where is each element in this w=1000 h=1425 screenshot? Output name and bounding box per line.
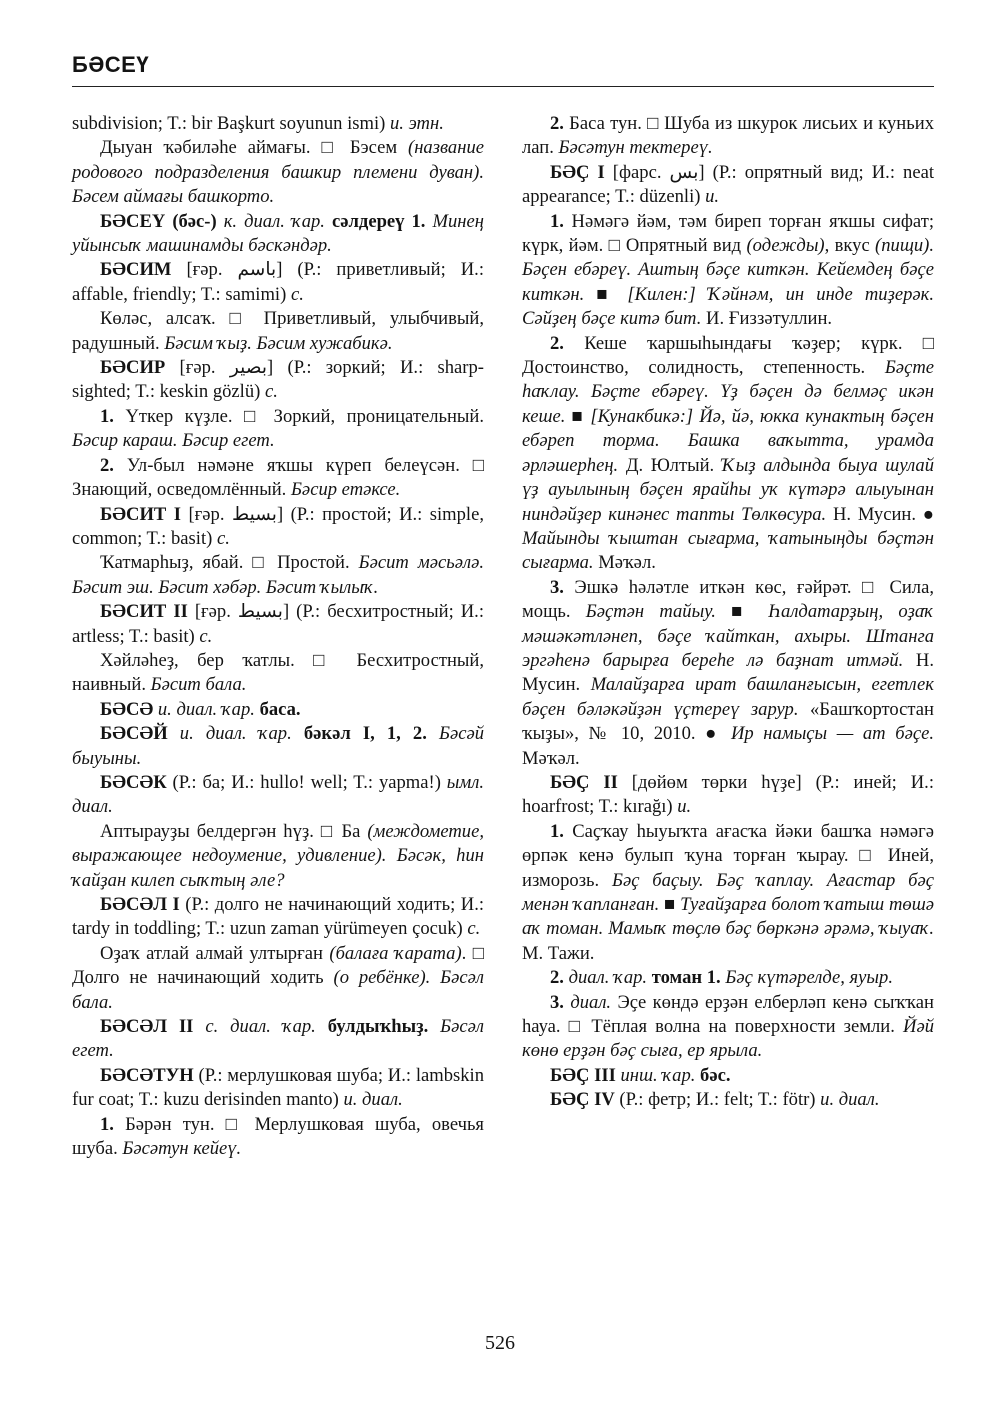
- dictionary-entry: 2. Кеше ҡаршыһындағы ҡәҙер; күрк. □ Достоинство, солидность, степенность. Бәҫте һаҡлау. Бәҫте ебәреү. Үҙ бәҫен дә белмәҫ икән кеше. ■ [Кунакбикә:] Йә, йә, юкка кунактың бәҫен ебәреп торма. Башка ваҡытта, урамда әрләшерһең. Д. Юлтый. Ҡыҙ алдында быуа шулай үҙ ауылының бәҫен ярайһы уҡ күтәрә алыуынан ниндәйҙер кинәнес тапты Төлкөсура. Н. Мусин. ● Майынды ҡыштан сығарма, ҡатыныңды бәҫтән сығарма. Мәҡәл.: [522, 332, 935, 574]
- page-number: 526: [485, 1332, 515, 1354]
- dictionary-entry: БӘҪ I [фарс. ﺑﺲ] (Р.: опрятный вид; И.: neat appearance; T.: düzenli) и.: [522, 161, 934, 208]
- dictionary-entry: 2. Баса тун. □ Шуба из шкурок лисьих и куньих лап. Бәсәтун тектереү.: [522, 113, 934, 159]
- dictionary-entry: 1. Бәрән тун. □ Мерлушковая шуба, овечья шуба. Бәсәтун кейеү.: [72, 1113, 484, 1160]
- dictionary-entry: Дыуан ҡәбиләһе аймағы. □ Бэсем (название родового подразделения башкир племени дуван). Бәсем аймағы башкорто.: [72, 137, 484, 208]
- dictionary-entry: БӘҪ IV (Р.: фетр; И.: felt; T.: fötr) и. диал.: [550, 1089, 880, 1111]
- dictionary-entry: Оҙаҡ атлай алмай ултырған (балаға ҡарата). □ Долго не начинающий ходить (о ребёнке). Бәсәл бала.: [72, 942, 484, 1013]
- header-rule: [72, 86, 934, 87]
- dictionary-entry: 3. диал. Эҫе көндә ерҙән елберләп кенә сыҡҡан һауа. □ Тёплая волна на поверхности земли. Йәй көнө ерҙән бәҫ сыға, ер ярыла.: [522, 991, 934, 1062]
- dictionary-entry: 1. Саҫҡау һыуыҡта ағасҡа йәки башҡа нәмәгә өрпәк кенә булып ҡуна торған ҡырау. □ Иней, изморозь. Бәҫ баҫыу. Бәҫ ҡаплау. Ағастар бәҫ менән ҡапланған. ■ Туғайҙарға болот ҡатыш төшә аҡ томан. Мамыҡ төҫлө бәҫ бөркәнә әрәмә, ҡыуаҡ. М. Тажи.: [522, 820, 934, 964]
- running-head: БӘСЕҮ: [72, 52, 150, 77]
- dictionary-entry: БӘҪ II [дөйөм төрки һүҙе] (Р.: иней; И.: hoarfrost; T.: kırağı) и.: [522, 771, 934, 818]
- dictionary-entry: 1. Үткер күҙле. □ Зоркий, проницательный. Бәсир караш. Бәсир егет.: [72, 405, 484, 452]
- dictionary-entry: БӘСЕҮ (бәс-) к. диал. ҡар. сәлдереү 1. Минең уйынсыҡ машинамды бәскәндәр.: [72, 210, 484, 257]
- dictionary-entry: 3. Эшкә һәләтле иткән көс, ғәйрәт. □ Сила, мощь. Бәҫтән тайыу. ■ Һалдатарҙың, оҙаҡ мәшәкәтләнеп, бәҫе ҡайткан, ахыры. Штанга эргәһенә барырға береһе лә баҙнат итмәй. Н. Мусин. Малайҙарға ират башланғысын, егетлек бәҫен бәләкәйҙән үҫтереү зарур. «Башҡортостан ҡыҙы», № 10, 2010. ● Ир намыҫы — ат бәҫе. Мәҡәл.: [522, 576, 934, 769]
- dictionary-entry: БӘСИМ [ғәр. ﺑﺎﺳﻢ] (Р.: приветливый; И.: affable, friendly; T.: samimi) с.: [72, 259, 484, 305]
- dictionary-entry: БӘСИТ II [ғәр. ﺑﺴﻴﻂ] (Р.: бесхитростный; И.: artless; T.: basit) с.: [72, 601, 484, 647]
- right-column: [522, 112, 934, 1113]
- dictionary-entry: БӘСӘТУН (Р.: мерлушковая шуба; И.: lambskin fur coat; T.: kuzu derisinden manto) и. диал.: [72, 1064, 484, 1111]
- dictionary-entry: Ҡатмарһыҙ, ябай. □ Простой. Бәсит мәсьәлә. Бәсит эш. Бәсит хәбәр. Бәсит ҡылыҡ.: [72, 552, 484, 598]
- dictionary-entry: БӘСӘЛ I (Р.: долго не начинающий ходить; И.: tardy in toddling; T.: uzun zaman yürümeyen çocuk) с.: [72, 894, 485, 940]
- dictionary-entry: subdivision; T.: bir Başkurt soyunun ismi) и. этн.: [72, 113, 444, 134]
- dictionary-entry: БӘСӘК (Р.: ба; И.: hullo! well; T.: yapma!) ымл. диал.: [72, 771, 484, 818]
- dictionary-entry: БӘСӘЙ и. диал. ҡар. бәкәл I, 1, 2. Бәсәй быуыны.: [72, 723, 485, 769]
- dictionary-entry: БӘСИТ I [ғәр. ﺑﺴﻴﻂ] (Р.: простой; И.: simple, common; T.: basit) с.: [72, 503, 484, 549]
- dictionary-entry: Көләс, алсаҡ. □ Приветливый, улыбчивый, радушный. Бәсим ҡыҙ. Бәсим хужабикә.: [72, 308, 484, 354]
- dictionary-entry: 2. Ул-был нәмәне яҡшы күреп белеүсән. □ Знающий, осведомлённый. Бәсир етәксе.: [72, 454, 484, 501]
- dictionary-entry: Хәйләһеҙ, бер ҡатлы. □ Бесхитростный, наивный. Бәсит бала.: [72, 649, 484, 696]
- dictionary-entry: БӘСӘЛ II с. диал. ҡар. булдыҡһыҙ. Бәсәл егет.: [72, 1016, 484, 1062]
- dictionary-entry: БӘСИР [ғәр. ﺑﺼﻴﺮ] (Р.: зоркий; И.: sharp-sighted; T.: keskin gözlü) с.: [72, 357, 484, 403]
- dictionary-entry: Аптырауҙы белдергән һүҙ. □ Ба (междометие, выражающее недоумение, удивление). Бәсәк, һин ҡайҙан килеп сыҡтың әле?: [72, 820, 484, 891]
- dictionary-entry: 1. Нәмәгә йәм, тәм биреп торған яҡшы сифат; күрк, йәм. □ Опрятный вид (одежды), вкус (пищи). Бәҫен ебәреү. Аштың бәҫе киткән. Кейемдең бәҫе киткән. ■ [Килен:] Ҡәйнәм, ин инде тиҙерәк. Сәйҙең бәҫе китә бит. И. Ғиззәтуллин.: [522, 210, 935, 330]
- dictionary-entry: БӘСӘ и. диал. ҡар. баса.: [100, 698, 301, 720]
- dictionary-entry: 2. диал. ҡар. томан 1. Бәҫ күтәрелде, яуыр.: [550, 967, 893, 989]
- left-column: [72, 112, 484, 1161]
- dictionary-entry: БӘҪ III инш. ҡар. бәс.: [550, 1064, 731, 1086]
